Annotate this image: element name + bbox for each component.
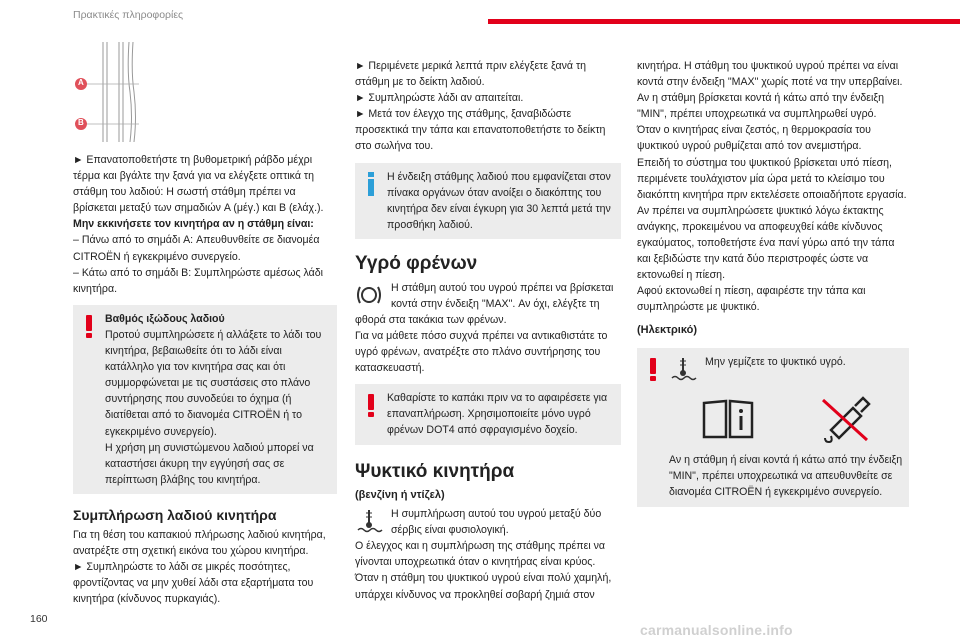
dipstick-mark-a: A [78, 78, 84, 87]
coolant-check-text: Ο έλεγχος και η συμπλήρωση της στάθμης πρέπει να γίνονται υποχρεωτικά όταν ο κινητήρας είναι κρύος. Όταν η στάθμη του ψυκτικού υγρού είναι πολύ χαμηλή, υπάρχει κίνδυνος να προκληθεί σοβαρή ζημιά στον [355, 540, 612, 601]
oil-topup-step: ► Συμπληρώστε το λάδι σε μικρές ποσότητες, φροντίζοντας να μην χυθεί λάδι στα εξαρτήματα του κινητήρα (κίνδυνος πυρκαγιάς). [73, 561, 314, 606]
coolant-icon [669, 356, 697, 382]
coolant-min-text: Αν η στάθμη βρίσκεται κοντά ή κάτω από την ένδειξη "MIN", πρέπει υποχρεωτικά να συμπληρωθεί υγρό. [637, 92, 885, 121]
oil-topup-heading: Συμπλήρωση λαδιού κινητήρα [73, 506, 277, 523]
electric-warning-box [637, 348, 909, 506]
dipstick-instructions: ► Επανατοποθετήστε τη βυθομετρική ράβδο μέχρι τέρμα και βγάλτε την ξανά για να ελέγξετε οπτικά τη στάθμη του λαδιού: Η σωστή στάθμη πρέπει να βρίσκεται μεταξύ των σημαδιών A (μέγ.) και B (ελάχ.). [73, 154, 324, 215]
dipstick-above-a: – Πάνω από το σημάδι A: Απευθυνθείτε σε διανομέα CITROËN ή εγκεκριμένο συνεργείο. [73, 234, 320, 263]
brake-warning-box [355, 384, 621, 444]
info-icon [361, 170, 381, 198]
coolant-emergency-text: Αν πρέπει να συμπληρώσετε ψυκτικό λόγω έκτακτης ανάγκης, προκειμένου να αποφευχθεί κάθε κίνδυνος εγκαύματος, τοποθετήστε ένα πανί γύρω από την τάπα και ξεβιδώστε την κατά δύο περιστροφές ώστε να εκτονωθεί η πίεση. [637, 204, 895, 282]
viscosity-warning-title: Βαθμός ιξώδους λαδιού [105, 312, 225, 325]
electric-warning-text: Μην γεμίζετε το ψυκτικό υγρό. [705, 356, 846, 369]
coolant-cap-text: Αφού εκτονωθεί η πίεση, αφαιρέστε την τάπα και συμπληρώστε με ψυκτικό. [637, 285, 866, 314]
oil-info-text: Η ένδειξη στάθμης λαδιού που εμφανίζεται στον πίνακα οργάνων όταν ανοίξει ο διακόπτης του κινητήρα δεν είναι έγκυρη για 30 λεπτά μετά την προσθήκη λαδιού. [387, 170, 611, 231]
running-header: Πρακτικές πληροφορίες [73, 9, 184, 21]
manual-book-icon [700, 397, 756, 441]
watermark: carmanualsonline.info [640, 622, 793, 638]
brake-fluid-interval-text: Για να μάθετε πόσο συχνά πρέπει να αντικαθιστάτε το υγρό φρένων, ανατρέξτε στο πλάνο συντήρησης του κατασκευαστή. [355, 330, 608, 375]
oil-topup-location: Για τη θέση του καπακιού πλήρωσης λαδιού κινητήρα, ανατρέξτε στη σχετική εικόνα του χώρου κινητήρα. [73, 529, 326, 558]
no-refill-bottle-icon [817, 394, 873, 444]
oil-info-box [355, 163, 621, 239]
coolant-topup-text: Η συμπλήρωση αυτού του υγρού μεταξύ δύο σέρβις είναι φυσιολογική. [391, 508, 602, 537]
brake-fluid-icon [355, 282, 383, 308]
coolant-fan-text: Όταν ο κινητήρας είναι ζεστός, η θερμοκρασία του ψυκτικού υγρού ρυθμίζεται από τον ανεμιστήρα. [637, 124, 871, 153]
dipstick-below-b: – Κάτω από το σημάδι B: Συμπληρώστε αμέσως λάδι κινητήρα. [73, 266, 324, 295]
viscosity-warning-box [73, 305, 337, 494]
brake-warning-text: Καθαρίστε το καπάκι πριν να το αφαιρέσετε για επαναπλήρωση. Χρησιμοποιείτε μόνο υγρό φρένων DOT4 από σφραγισμένο δοχείο. [387, 392, 608, 437]
oil-add-step: ► Συμπληρώστε λάδι αν απαιτείται. [355, 92, 524, 105]
dipstick-mark-b: B [78, 118, 84, 127]
header-accent-bar [488, 19, 960, 24]
electric-min-warning-text: Αν η στάθμη ή είναι κοντά ή κάτω από την ένδειξη "MIN", πρέπει υποχρεωτικά να απευθυνθείτε σε διανομέα CITROËN ή εγκεκριμένο συνεργείο. [669, 454, 903, 499]
oil-close-step: ► Μετά τον έλεγχο της στάθμης, ξαναβιδώστε προσεκτικά την τάπα και επανατοποθετήστε το δείκτη στο σωλήνα του. [355, 108, 606, 153]
exclamation-icon [79, 312, 99, 340]
coolant-pressure-text: Επειδή το σύστημα του ψυκτικού βρίσκεται υπό πίεση, περιμένετε τουλάχιστον μία ώρα μετά το κλείσιμο του διακόπτη κινητήρα πριν εκτελέσετε οποιαδήποτε εργασία. [637, 156, 907, 201]
coolant-heading: Ψυκτικό κινητήρα [355, 460, 515, 482]
brake-fluid-heading: Υγρό φρένων [355, 252, 478, 274]
coolant-icon [355, 508, 383, 534]
dipstick-warning-heading: Μην εκκινήσετε τον κινητήρα αν η στάθμη είναι: [73, 218, 314, 231]
exclamation-icon [361, 391, 381, 419]
viscosity-warning-text-2: Η χρήση μη συνιστώμενου λαδιού μπορεί να καταστήσει άκυρη την εγγύησή σας σε περίπτωση βλάβης του κινητήρα. [105, 441, 314, 486]
oil-wait-step: ► Περιμένετε μερικά λεπτά πριν ελέγξετε ξανά τη στάθμη με το δείκτη λαδιού. [355, 60, 587, 89]
viscosity-warning-text: Προτού συμπληρώσετε ή αλλάξετε το λάδι του κινητήρα, βεβαιωθείτε ότι το λάδι είναι κατάλληλο για τον κινητήρα σας και ότι συμμορφώνεται με τις συστάσεις στο πλάνο συντήρησης που συνοδεύει το όχημα (ή διατίθεται από το διανομέα CITROËN ή το εγκεκριμένο συνεργείο). [105, 328, 322, 438]
page-number: 160 [30, 613, 48, 625]
coolant-petrol-subheading: (βενζίνη ή ντίζελ) [355, 489, 445, 502]
coolant-max-text: κινητήρα. Η στάθμη του ψυκτικού υγρού πρέπει να είναι κοντά στην ένδειξη "MAX" χωρίς ποτέ να την υπερβαίνει. [637, 60, 903, 89]
brake-fluid-level-text: Η στάθμη αυτού του υγρού πρέπει να βρίσκεται κοντά στην ένδειξη "MAX". Αν όχι, ελέγξτε τη φθορά στα τακάκια των φρένων. [355, 281, 614, 326]
exclamation-icon [643, 355, 663, 383]
electric-subheading: (Ηλεκτρικό) [637, 323, 698, 336]
